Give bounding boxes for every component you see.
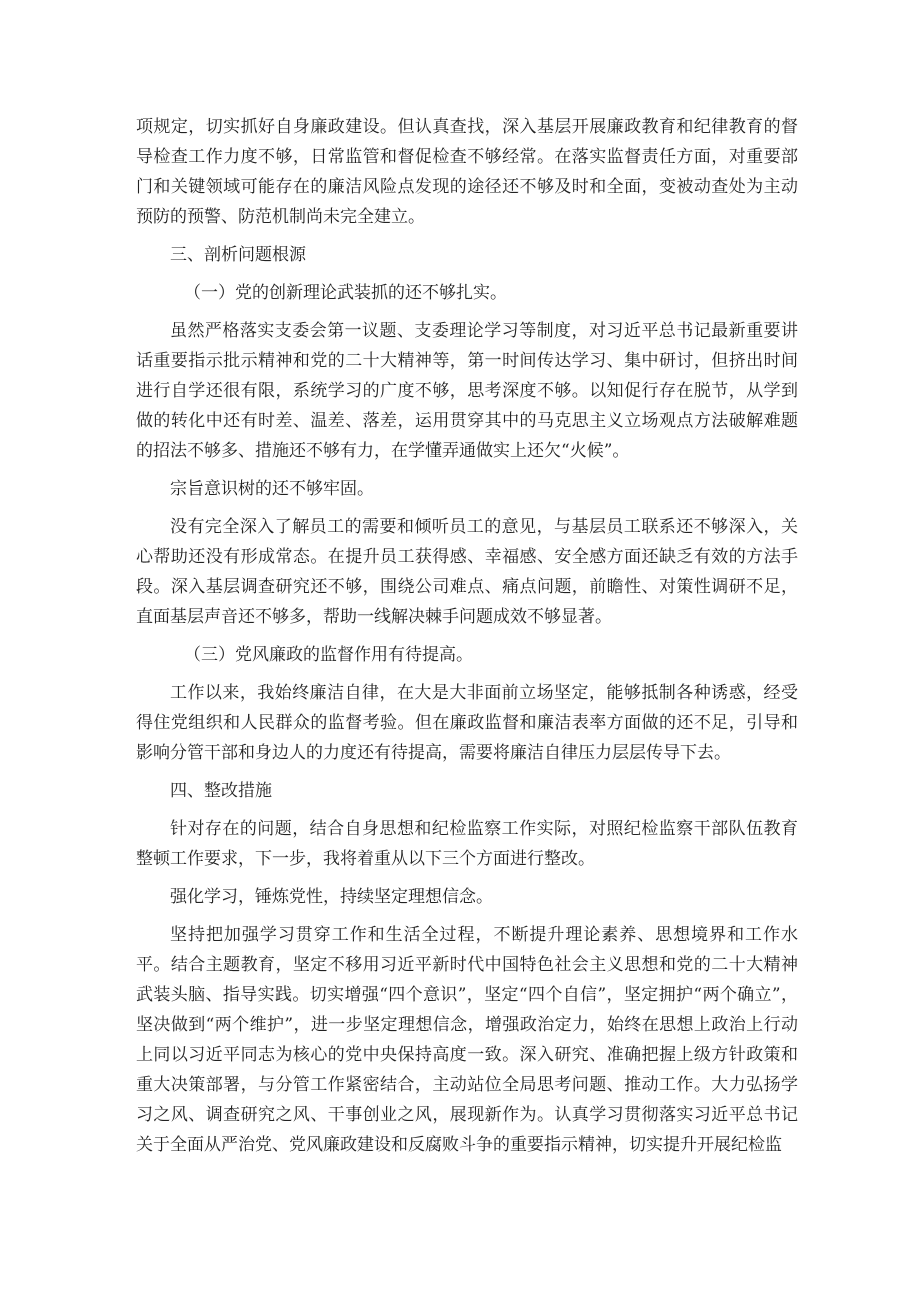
- measure-heading-1: 强化学习，锤炼党性，持续坚定理想信念。: [170, 887, 493, 907]
- paragraph-continued: 项规定，切实抓好自身廉政建设。但认真查找，深入基层开展廉政教育和纪律教育的督导检查工作力度不够，日常监管和督促检查不够经常。在落实监督责任方面，对重要部门和关键领域可能存在的廉洁风险点发现的途径还不够及时和全面，变被动查处为主动预防的预警、防范机制尚未完全建立。: [136, 117, 798, 227]
- paragraph: 虽然严格落实支委会第一议题、支委理论学习等制度，对习近平总书记最新重要讲话重要指示批示精神和党的二十大精神等，第一时间传达学习、集中研讨，但挤出时间进行自学还很有限，系统学习的广度不够，思考深度不够。以知促行存在脱节，从学到做的转化中还有时差、温差、落差，运用贯穿其中的马克思主义立场观点方法破解难题的招法不够多、措施还不够有力，在学懂弄通做实上还欠“火候”。: [136, 321, 798, 461]
- subsection-heading-2: 宗旨意识树的还不够牢固。: [170, 479, 374, 499]
- section-heading-4: 四、整改措施: [170, 781, 272, 801]
- subsection-heading-3: （三）党风廉政的监督作用有待提高。: [184, 645, 473, 665]
- document-body: [136, 112, 798, 1168]
- paragraph: 坚持把加强学习贯穿工作和生活全过程，不断提升理论素养、思想境界和工作水平。结合主题教育，坚定不移用习近平新时代中国特色社会主义思想和党的二十大精神武装头脑、指导实践。切实增强“四个意识”，坚定“四个自信”，坚定拥护“两个确立”，坚决做到“两个维护”，进一步坚定理想信念，增强政治定力，始终在思想上政治上行动上同以习近平同志为核心的党中央保持高度一致。深入研究、准确把握上级方针政策和重大决策部署，与分管工作紧密结合，主动站位全局思考问题、推动工作。大力弘扬学习之风、调查研究之风、干事创业之风，展现新作为。认真学习贯彻落实习近平总书记关于全面从严治党、党风廉政建设和反腐败斗争的重要指示精神，切实提升开展纪检监: [136, 925, 798, 1155]
- paragraph: 针对存在的问题，结合自身思想和纪检监察工作实际，对照纪检监察干部队伍教育整顿工作要求，下一步，我将着重从以下三个方面进行整改。: [136, 819, 798, 869]
- section-heading-3: 三、剖析问题根源: [170, 245, 306, 265]
- subsection-heading-1: （一）党的创新理论武装抓的还不够扎实。: [184, 283, 507, 303]
- paragraph: 工作以来，我始终廉洁自律，在大是大非面前立场坚定，能够抵制各种诱惑，经受得住党组织和人民群众的监督考验。但在廉政监督和廉洁表率方面做的还不足，引导和影响分管干部和身边人的力度还有待提高，需要将廉洁自律压力层层传导下去。: [136, 683, 798, 763]
- paragraph: 没有完全深入了解员工的需要和倾听员工的意见，与基层员工联系还不够深入，关心帮助还没有形成常态。在提升员工获得感、幸福感、安全感方面还缺乏有效的方法手段。深入基层调查研究还不够，围绕公司难点、痛点问题，前瞻性、对策性调研不足，直面基层声音还不够多，帮助一线解决棘手问题成效不够显著。: [136, 517, 798, 627]
